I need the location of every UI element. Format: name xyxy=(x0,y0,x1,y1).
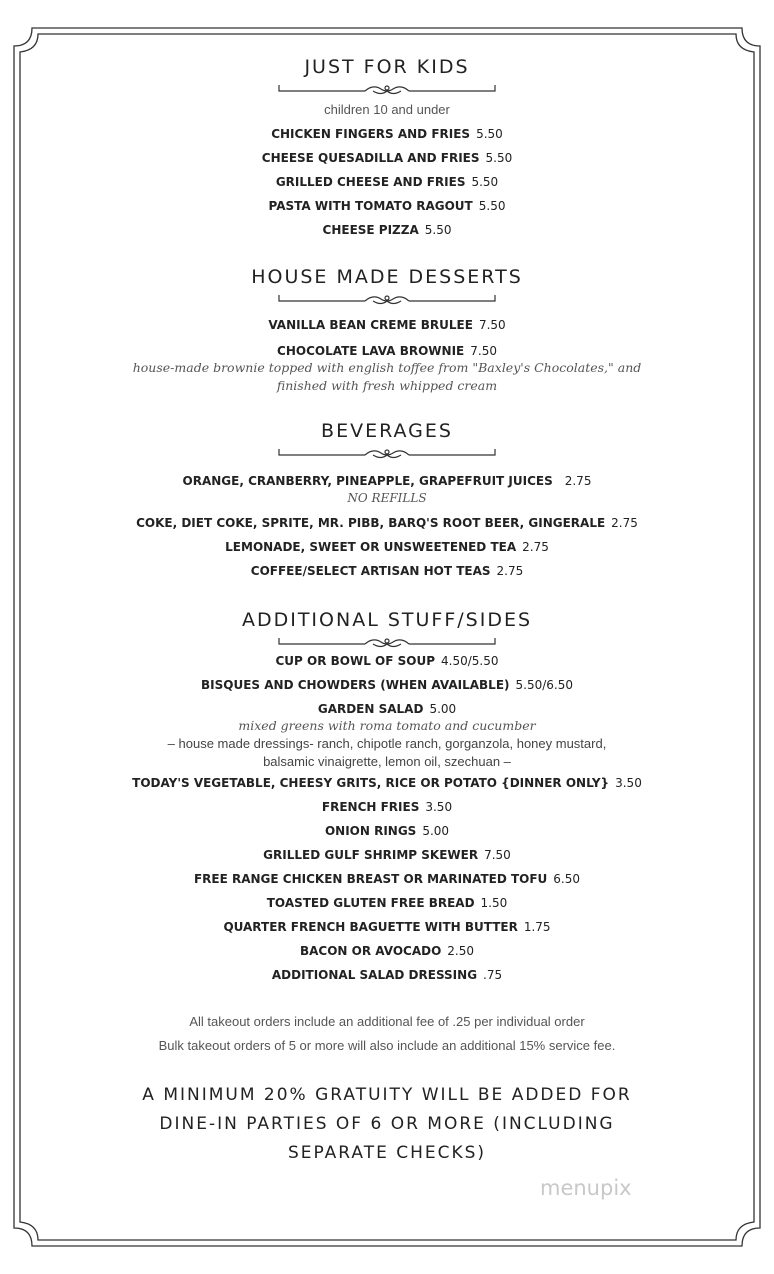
menu-item xyxy=(0,146,774,170)
item-price: 5.50 xyxy=(478,199,506,213)
item-name: COFFEE/SELECT ARTISAN HOT TEAS xyxy=(250,564,491,578)
menu-item xyxy=(0,939,774,963)
menu-item xyxy=(0,819,774,843)
item-price: 5.50 xyxy=(485,151,513,165)
item-name: TOASTED GLUTEN FREE BREAD xyxy=(266,896,475,910)
item-price: 3.50 xyxy=(615,776,642,790)
item-price: 2.50 xyxy=(447,944,474,958)
flourish-divider-icon xyxy=(277,81,497,95)
item-price: 1.50 xyxy=(480,896,508,910)
item-price: 2.75 xyxy=(564,474,592,488)
menu-item xyxy=(0,535,774,559)
gratuity-notice xyxy=(0,1081,774,1168)
item-description: mixed greens with roma tomato and cucumber xyxy=(238,718,536,733)
item-price: 2.75 xyxy=(611,516,638,530)
menu-item xyxy=(0,559,774,583)
item-price: 2.75 xyxy=(522,540,549,554)
item-price: 7.50 xyxy=(478,318,506,332)
item-price: 1.75 xyxy=(523,920,551,934)
item-name: ADDITIONAL SALAD DRESSING xyxy=(271,968,478,982)
menu-item xyxy=(0,511,774,535)
menupix-watermark: menupix xyxy=(540,1176,632,1200)
item-description: house-made brownie topped with english toffee from "Baxley's Chocolates," and xyxy=(132,360,642,375)
menu-item xyxy=(0,867,774,891)
item-price: 5.50/6.50 xyxy=(515,678,573,692)
item-description: finished with fresh whipped cream xyxy=(276,378,498,393)
gratuity-line: DINE-IN PARTIES OF 6 OR MORE (INCLUDING xyxy=(159,1114,615,1134)
sides-section xyxy=(0,608,774,987)
flourish-divider-icon xyxy=(277,291,497,305)
item-name: CHOCOLATE LAVA BROWNIE xyxy=(277,344,465,358)
item-price: 5.50 xyxy=(471,175,499,189)
item-name: ONION RINGS xyxy=(324,824,417,838)
item-price: 2.75 xyxy=(496,564,524,578)
item-name: CHICKEN FINGERS AND FRIES xyxy=(271,127,471,141)
menu-item xyxy=(0,963,774,987)
item-name: QUARTER FRENCH BAGUETTE WITH BUTTER xyxy=(223,920,518,934)
item-name: BISQUES AND CHOWDERS (WHEN AVAILABLE) xyxy=(201,678,510,692)
kids-subtitle: children 10 and under xyxy=(324,102,450,117)
item-price: 5.00 xyxy=(429,702,457,716)
fee-note: All takeout orders include an additional fee of .25 per individual order xyxy=(189,1014,585,1029)
item-name: TODAY'S VEGETABLE, CHEESY GRITS, RICE OR POTATO {DINNER ONLY} xyxy=(132,776,610,790)
item-name: ORANGE, CRANBERRY, PINEAPPLE, GRAPEFRUIT JUICES xyxy=(182,474,553,488)
menu-item xyxy=(0,218,774,242)
item-price: 5.50 xyxy=(424,223,452,237)
item-note: NO REFILLS xyxy=(347,491,427,505)
menu-item xyxy=(0,891,774,915)
item-price: 5.00 xyxy=(422,824,450,838)
desserts-section xyxy=(0,265,774,395)
item-price: .75 xyxy=(483,968,503,982)
item-name: LEMONADE, SWEET OR UNSWEETENED TEA xyxy=(225,540,517,554)
menu-item xyxy=(0,170,774,194)
item-price: 3.50 xyxy=(425,800,453,814)
item-price: 5.50 xyxy=(476,127,503,141)
menu-item xyxy=(0,313,774,337)
item-name: FREE RANGE CHICKEN BREAST OR MARINATED TOFU xyxy=(193,872,548,886)
kids-section xyxy=(0,55,774,242)
item-name: COKE, DIET COKE, SPRITE, MR. PIBB, BARQ'S ROOT BEER, GINGERALE xyxy=(136,516,606,530)
gratuity-line: A MINIMUM 20% GRATUITY WILL BE ADDED FOR xyxy=(142,1085,632,1105)
item-name: PASTA WITH TOMATO RAGOUT xyxy=(268,199,473,213)
menu-item xyxy=(0,122,774,146)
item-name: CHEESE PIZZA xyxy=(322,223,419,237)
menu-item xyxy=(0,915,774,939)
menu-item xyxy=(0,673,774,697)
beverages-title: BEVERAGES xyxy=(321,420,453,442)
dressing-list: – house made dressings- ranch, chipotle ranch, gorganzola, honey mustard, xyxy=(167,736,607,751)
item-name: GARDEN SALAD xyxy=(317,702,424,716)
gratuity-line: SEPARATE CHECKS) xyxy=(287,1143,487,1163)
sides-title: ADDITIONAL STUFF/SIDES xyxy=(241,609,533,631)
item-price: 7.50 xyxy=(484,848,511,862)
item-price: 6.50 xyxy=(553,872,581,886)
menu-item xyxy=(0,843,774,867)
item-name: GRILLED GULF SHRIMP SKEWER xyxy=(263,848,479,862)
item-name: CUP OR BOWL OF SOUP xyxy=(275,654,436,668)
item-price: 7.50 xyxy=(470,344,497,358)
takeout-fees xyxy=(0,1010,774,1058)
item-name: BACON OR AVOCADO xyxy=(299,944,442,958)
menu-item xyxy=(0,795,774,819)
beverages-section xyxy=(0,419,774,583)
menu-item xyxy=(0,649,774,673)
item-name: CHEESE QUESADILLA AND FRIES xyxy=(261,151,480,165)
flourish-divider-icon xyxy=(277,634,497,648)
kids-title: JUST FOR KIDS xyxy=(304,56,470,78)
desserts-title: HOUSE MADE DESSERTS xyxy=(251,266,523,288)
fee-note: Bulk takeout orders of 5 or more will also include an additional 15% service fee. xyxy=(158,1038,616,1053)
item-name: VANILLA BEAN CREME BRULEE xyxy=(268,318,473,332)
flourish-divider-icon xyxy=(277,445,497,459)
item-name: FRENCH FRIES xyxy=(321,800,420,814)
item-name: GRILLED CHEESE AND FRIES xyxy=(275,175,466,189)
dressing-list: balsamic vinaigrette, lemon oil, szechuan – xyxy=(263,754,511,769)
item-price: 4.50/5.50 xyxy=(441,654,499,668)
menu-item xyxy=(0,771,774,795)
menu-item xyxy=(0,194,774,218)
